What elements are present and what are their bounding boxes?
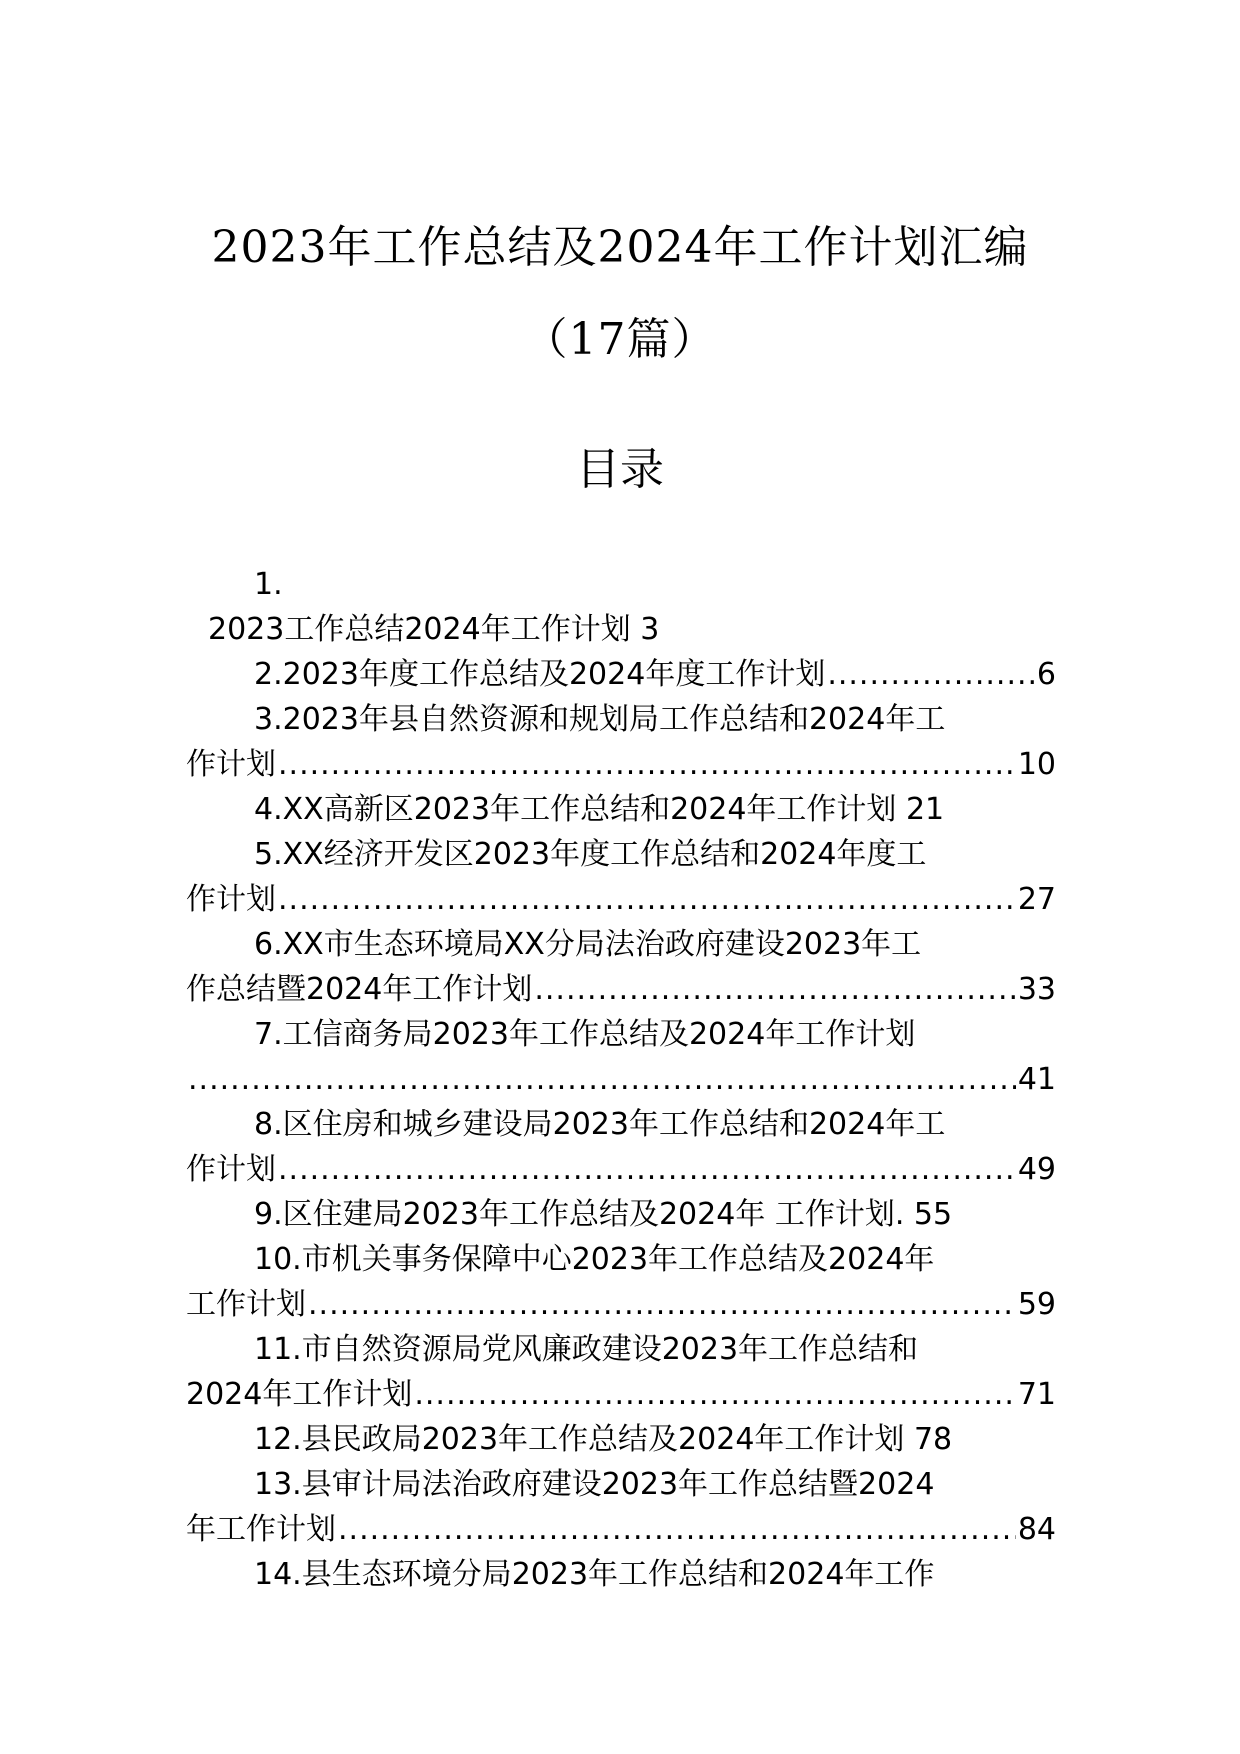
toc-entry-text: 6.XX市生态环境局XX分局法治政府建设2023年工 <box>254 927 922 962</box>
toc-entry-text: 3.2023年县自然资源和规划局工作总结和2024年工 <box>254 702 946 737</box>
toc-page-number: 59 <box>1017 1287 1056 1322</box>
toc-page-number: 41 <box>1017 1062 1056 1097</box>
toc-entry-text: 4.XX高新区2023年工作总结和2024年工作计划 21 <box>254 792 945 827</box>
toc-entry-3-line-1[interactable] <box>186 697 1056 742</box>
toc-entry-text: 13.县审计局法治政府建设2023年工作总结暨2024 <box>254 1467 935 1502</box>
toc-entry-11-line-1[interactable] <box>186 1327 1056 1372</box>
toc-entry-text: 2024年工作计划 <box>186 1377 413 1412</box>
toc-entry-8-line-2[interactable] <box>186 1147 1056 1192</box>
toc-leader-dots <box>534 967 1015 1012</box>
toc-leader-dots <box>278 1147 1016 1192</box>
toc-entry-13-line-1[interactable] <box>186 1462 1056 1507</box>
toc-entry-7-line-2[interactable] <box>186 1057 1056 1102</box>
toc-entry-4[interactable] <box>186 787 1056 832</box>
toc-entry-1-line-2[interactable] <box>186 607 1056 652</box>
toc-leader-dots <box>414 1372 1015 1417</box>
toc-entry-3-line-2[interactable] <box>186 742 1056 787</box>
toc-entry-2[interactable] <box>186 652 1056 697</box>
toc-entry-text: 年工作计划 <box>186 1512 336 1547</box>
toc-entry-text: 1. <box>254 567 283 602</box>
toc-entry-10-line-1[interactable] <box>186 1237 1056 1282</box>
toc-page-number: 27 <box>1017 882 1056 917</box>
toc-entry-text: 8.区住房和城乡建设局2023年工作总结和2024年工 <box>254 1107 946 1142</box>
toc-page-number: 6 <box>1036 657 1056 692</box>
toc-entry-5-line-2[interactable] <box>186 877 1056 922</box>
toc-entry-6-line-1[interactable] <box>186 922 1056 967</box>
toc-entry-6-line-2[interactable] <box>186 967 1056 1012</box>
toc-page-number: 49 <box>1017 1152 1056 1187</box>
toc-entry-text: 作计划 <box>186 882 276 917</box>
toc-entry-text: 作计划 <box>186 747 276 782</box>
toc-entry-text: 12.县民政局2023年工作总结及2024年工作计划 78 <box>254 1422 953 1457</box>
toc-entry-text: 5.XX经济开发区2023年度工作总结和2024年度工 <box>254 837 927 872</box>
toc-leader-dots <box>308 1282 1016 1327</box>
toc-entry-14-line-1[interactable] <box>186 1552 1056 1597</box>
toc-entry-text: 2.2023年度工作总结及2024年度工作计划 <box>254 657 826 692</box>
table-of-contents <box>186 562 1056 1597</box>
document-title: 2023年工作总结及2024年工作计划汇编 <box>211 222 1029 273</box>
toc-entry-9[interactable] <box>186 1192 1056 1237</box>
toc-entry-text: 作总结暨2024年工作计划 <box>186 972 533 1007</box>
toc-page-number: 84 <box>1017 1512 1056 1547</box>
toc-entry-text: 作计划 <box>186 1152 276 1187</box>
toc-leader-dots <box>338 1507 1016 1552</box>
toc-entry-text: 7.工信商务局2023年工作总结及2024年工作计划 <box>254 1017 916 1052</box>
toc-heading: 目录 <box>576 444 664 495</box>
toc-entry-text: 2023工作总结2024年工作计划 3 <box>208 612 660 647</box>
toc-leader-dots <box>278 742 1016 787</box>
toc-entry-1-line-1[interactable] <box>186 562 1056 607</box>
toc-entry-8-line-1[interactable] <box>186 1102 1056 1147</box>
toc-entry-12[interactable] <box>186 1417 1056 1462</box>
toc-entry-text: 10.市机关事务保障中心2023年工作总结及2024年 <box>254 1242 935 1277</box>
toc-entry-10-line-2[interactable] <box>186 1282 1056 1327</box>
toc-entry-text: 工作计划 <box>186 1287 306 1322</box>
toc-page-number: 10 <box>1017 747 1056 782</box>
toc-leader-dots <box>278 877 1016 922</box>
toc-leader-dots <box>188 1057 1016 1102</box>
toc-page-number: 33 <box>1017 972 1056 1007</box>
toc-entry-text: 14.县生态环境分局2023年工作总结和2024年工作 <box>254 1557 935 1592</box>
toc-entry-5-line-1[interactable] <box>186 832 1056 877</box>
toc-entry-13-line-2[interactable] <box>186 1507 1056 1552</box>
toc-entry-7-line-1[interactable] <box>186 1012 1056 1057</box>
toc-entry-text: 9.区住建局2023年工作总结及2024年 工作计划. 55 <box>254 1197 953 1232</box>
document-subtitle: （17篇） <box>523 314 717 365</box>
toc-page-number: 71 <box>1017 1377 1056 1412</box>
toc-entry-text: 11.市自然资源局党风廉政建设2023年工作总结和 <box>254 1332 919 1367</box>
toc-leader-dots <box>827 652 1035 697</box>
toc-entry-11-line-2[interactable] <box>186 1372 1056 1417</box>
